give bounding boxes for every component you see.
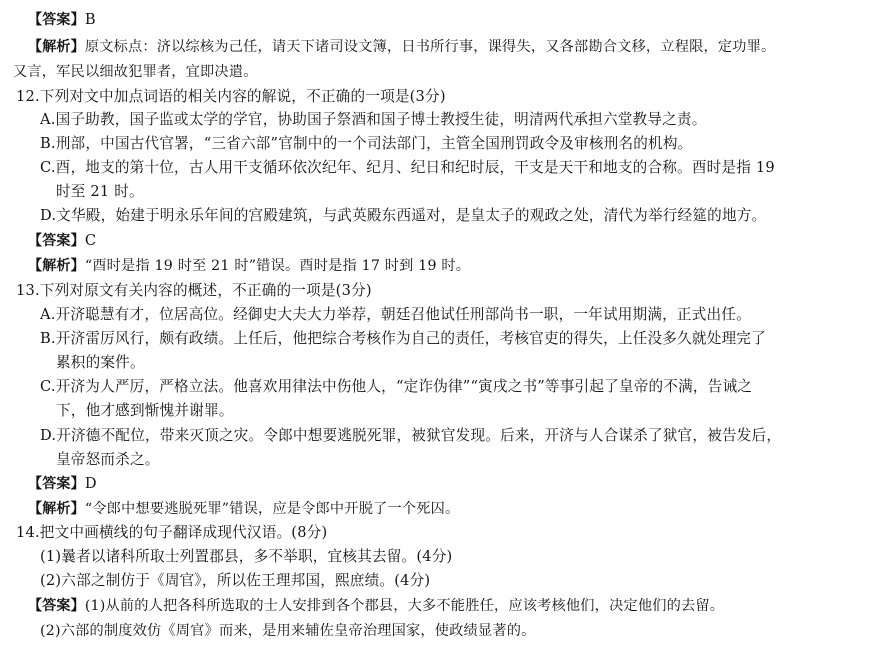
q13-option-c: C.开济为人严厉，严格立法。他喜欢用律法中伤他人，“定诈伪律”“寅戌之书”等事引起了皇帝的不满，告诫之 — [40, 378, 753, 395]
analysis-tag: 【解析】 — [28, 501, 85, 517]
q14-answer-text-2: (2)六部的制度效仿《周官》而来，是用来辅佐皇帝治理国家，使政绩显著的。 — [40, 623, 536, 639]
answer-tag: 【答案】 — [28, 598, 85, 614]
analysis-text: “令郎中想要逃脱死罪”错误，应是令郎中开脱了一个死囚。 — [84, 501, 460, 517]
q11-answer-line — [28, 10, 96, 30]
q13-option-b-cont: 累积的案件。 — [56, 354, 145, 371]
q13-analysis-line — [28, 499, 459, 519]
q12-option-d: D.文华殿，始建于明永乐年间的宫殿建筑，与武英殿东西遥对，是皇太子的观政之处，清代为举行经筵的地方。 — [40, 207, 767, 224]
analysis-text: 原文标点：济以综核为己任，请天下诸司设文簿，日书所行事，课得失，又各部勘合文移，立程限，定功罪。 — [84, 39, 776, 55]
q13-stem: 13.下列对原文有关内容的概述，不正确的一项是(3分) — [16, 282, 372, 299]
q12-option-c: C.酉，地支的第十位，古人用干支循环依次纪年、纪月、纪日和纪时辰，干支是天干和地支的合称。酉时是指 19 — [40, 159, 775, 176]
answer-value: C — [84, 232, 97, 249]
q13-option-d-cont: 皇帝怒而杀之。 — [56, 451, 160, 468]
q12-stem: 12.下列对文中加点词语的相关内容的解说，不正确的一项是(3分) — [16, 88, 446, 105]
analysis-tag: 【解析】 — [28, 39, 85, 55]
answer-tag: 【答案】 — [28, 233, 85, 249]
q14-sentence-2: (2)六部之制仿于《周官》，所以佐王理邦国，熙庶绩。(4分) — [40, 572, 431, 589]
q13-answer-line — [28, 474, 97, 494]
q14-stem: 14.把文中画横线的句子翻译成现代汉语。(8分) — [16, 524, 328, 541]
answer-text-1: (1)从前的人把各科所选取的士人安排到各个郡县，大多不能胜任，应该考核他们，决定他们的去留。 — [84, 598, 725, 614]
q13-option-a: A.开济聪慧有才，位居高位。经御史大夫大力举荐，朝廷召他试任刑部尚书一职，一年试用期满，正式出任。 — [40, 306, 751, 323]
q14-answer-line — [28, 596, 724, 616]
analysis-text: “酉时是指 19 时至 21 时”错误。酉时是指 17 时到 19 时。 — [84, 258, 471, 274]
q11-analysis-line — [28, 37, 775, 57]
q13-option-d: D.开济德不配位，带来灭顶之灾。令郎中想要逃脱死罪，被狱官发现。后来，开济与人合谋杀了狱官，被告发后， — [40, 427, 782, 444]
q12-option-c-cont: 时至 21 时。 — [56, 183, 144, 200]
q12-option-b: B.刑部，中国古代官署，“三省六部”官制中的一个司法部门，主管全国刑罚政令及审核刑名的机构。 — [40, 135, 693, 152]
q12-analysis-line — [28, 256, 470, 276]
analysis-tag: 【解析】 — [28, 258, 85, 274]
q13-option-c-cont: 下，他才感到惭愧并谢罪。 — [56, 402, 234, 419]
answer-value: D — [84, 475, 97, 492]
q14-sentence-1: (1)曩者以诸科所取士列置郡县，多不举职，宜核其去留。(4分) — [40, 548, 453, 565]
answer-value: B — [84, 11, 96, 28]
answer-tag: 【答案】 — [28, 476, 85, 492]
answer-tag: 【答案】 — [28, 12, 85, 28]
q12-answer-line — [28, 231, 96, 251]
q11-analysis-cont: 又言，军民以细故犯罪者，宜即决遣。 — [13, 64, 258, 80]
q13-option-b: B.开济雷厉风行，颇有政绩。上任后，他把综合考核作为自己的责任，考核官吏的得失，上任没多久就处理完了 — [40, 330, 766, 347]
q12-option-a: A.国子助教，国子监或太学的学官，协助国子祭酒和国子博士教授生徒，明清两代承担六堂教导之责。 — [40, 111, 707, 128]
